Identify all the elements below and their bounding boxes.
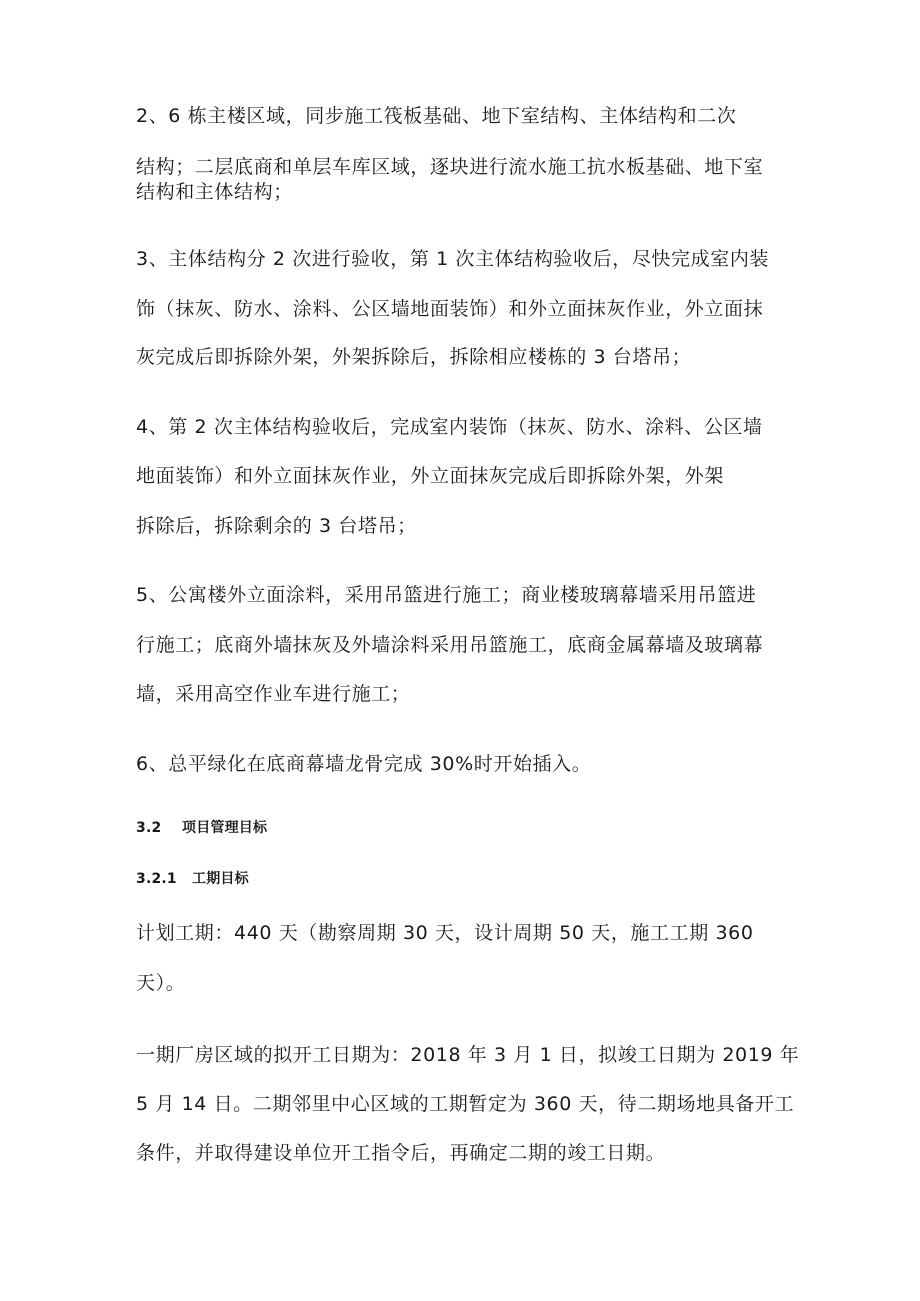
subsection-heading: [136, 869, 249, 889]
item-3-line-1: 3、主体结构分 2 次进行验收，第 1 次主体结构验收后，尽快完成室内装: [136, 248, 770, 270]
item-3-line-3: 灰完成后即拆除外架，外架拆除后，拆除相应楼栋的 3 台塔吊；: [136, 346, 692, 368]
item-4-line-1: 4、第 2 次主体结构验收后，完成室内装饰（抹灰、防水、涂料、公区墙: [136, 416, 763, 438]
schedule-line-1: 计划工期：440 天（勘察周期 30 天，设计周期 50 天，施工工期 360: [136, 922, 754, 944]
item-4-line-2: 地面装饰）和外立面抹灰作业，外立面抹灰完成后即拆除外架，外架: [136, 465, 725, 487]
item-6-line-1: 6、总平绿化在底商幕墙龙骨完成 30%时开始插入。: [136, 753, 592, 775]
item-2-line-1: 2、6 栋主楼区域，同步施工筏板基础、地下室结构、主体结构和二次: [136, 105, 737, 127]
section-number: 3.2: [136, 820, 162, 836]
subsection-title: 工期目标: [192, 871, 249, 887]
dates-line-1: 一期厂房区域的拟开工日期为：2018 年 3 月 1 日，拟竣工日期为 2019 年: [136, 1044, 800, 1066]
section-title: 项目管理目标: [182, 820, 268, 836]
item-2-line-2: 结构；二层底商和单层车库区域，逐块进行流水施工抗水板基础、地下室: [136, 156, 764, 178]
item-4-line-3: 拆除后，拆除剩余的 3 台塔吊；: [136, 515, 417, 537]
dates-line-3: 条件，并取得建设单位开工指令后，再确定二期的竣工日期。: [136, 1142, 666, 1164]
section-heading: [136, 818, 267, 838]
item-5-line-3: 墙，采用高空作业车进行施工；: [136, 683, 411, 705]
item-5-line-1: 5、公寓楼外立面涂料，采用吊篮进行施工；商业楼玻璃幕墙采用吊篮进: [136, 584, 757, 606]
subsection-number: 3.2.1: [136, 871, 177, 887]
dates-line-2: 5 月 14 日。二期邻里中心区域的工期暂定为 360 天，待二期场地具备开工: [136, 1093, 795, 1115]
schedule-line-2: 天）。: [136, 972, 186, 994]
item-3-line-2: 饰（抹灰、防水、涂料、公区墙地面装饰）和外立面抹灰作业，外立面抹: [136, 298, 764, 320]
item-2-line-3: 结构和主体结构；: [136, 181, 293, 203]
item-5-line-2: 行施工；底商外墙抹灰及外墙涂料采用吊篮施工，底商金属幕墙及玻璃幕: [136, 634, 764, 656]
